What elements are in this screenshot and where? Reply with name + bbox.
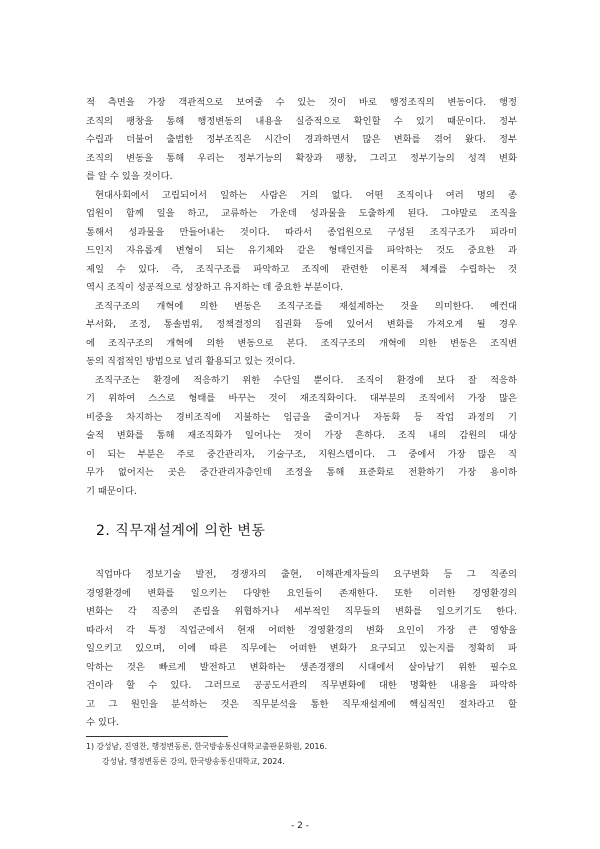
text-line: 업원이 함께 일을 하고, 교류하는 가운데 성과물을 도출하게 된다. 그야말로 조직을	[86, 208, 517, 219]
text-line: 기 때문이다.	[86, 485, 137, 497]
text-line: 건이라 할 수 있다. 그러므로 공공도서관의 직무변화에 대한 명확한 내용을 파악하	[86, 680, 517, 691]
body-text-block-1	[86, 94, 517, 501]
text-line: 드인지 자유롭게 변형이 되는 유기체와 같은 형태인지를 파악하는 것도 중요한 과	[86, 245, 517, 256]
text-line: 이 되는 부분은 주로 중간관리자, 기술구조, 지원스텝이다. 그 중에서 가장 많은 직	[86, 448, 517, 460]
text-line: 에 조직구조의 개혁에 의한 변동으로 본다. 조직구조의 개혁에 의한 변동은 조직변	[86, 337, 517, 349]
footnote-2: 강성남, 행정변동론 강의, 한국방송통신대학교, 2024.	[102, 757, 285, 766]
section-heading: 2. 직무재설계에 의한 변동	[96, 523, 266, 539]
text-line: 조직의 팽창을 통해 행정변동의 내용을 실증적으로 확인할 수 있기 때문이다. 정부	[86, 115, 517, 127]
text-line: 경영환경에 변화를 일으키는 다양한 요인들이 존재한다. 또한 이러한 경영환경의	[86, 587, 517, 599]
text-line: 따라서 각 특정 직업군에서 현재 어떠한 경영환경의 변화 요인이 가장 큰 영향을	[86, 624, 517, 636]
footnote-divider	[86, 736, 228, 737]
text-line: 직업마다 정보기술 발전, 경쟁자의 출현, 이해관계자들의 요구변화 등 그 직종의	[95, 569, 517, 580]
text-line: 조직구조는 환경에 적응하기 위한 수단일 뿐이다. 조직이 환경에 보다 잘 적응하	[95, 374, 517, 386]
page-number: - 2 -	[291, 821, 309, 831]
text-line: 적 측면을 가장 객관적으로 보여줄 수 있는 것이 바로 행정조직의 변동이다. 행정	[86, 97, 517, 108]
text-line: 고 그 원인을 분석하는 것은 직무분석을 통한 직무재설계에 핵심적인 절차라고 할	[86, 698, 517, 710]
text-line: 동의 직접적인 방법으로 널리 활용되고 있는 것이다.	[86, 356, 296, 367]
text-line: 부서화, 조정, 통솔범위, 정책결정의 집권화 등에 있어서 변화를 가져오게 될 경우	[86, 319, 517, 330]
body-text-block-2	[86, 566, 517, 733]
text-line: 무가 없어지는 곳은 중간관리자층인데 조정을 통해 표준화로 전환하기 가장 용이하	[86, 467, 517, 478]
text-line: 기 위하여 스스로 형태를 바꾸는 것이 재조직화이다. 대부분의 조직에서 가장 많은	[86, 393, 517, 404]
footnote-1: 1) 강성남, 진영찬, 행정변동론, 한국방송통신대학교출판문화원, 2016.	[86, 742, 327, 751]
text-line: 통해서 성과물을 만들어내는 것이다. 따라서 종업원으로 구성된 조직구조가 피라미	[86, 226, 517, 238]
text-line: 일으키고 있으며, 이에 따른 직무에는 어떠한 변화가 요구되고 있는지를 정확히 파	[86, 643, 517, 654]
text-line: 현대사회에서 고립되어서 일하는 사람은 거의 없다. 어떤 조직이나 여러 명의 종	[95, 189, 517, 201]
text-line: 술적 변화를 통해 재조직화가 일어나는 것이 가장 흔하다. 조직 내의 감원의 대상	[86, 430, 517, 441]
text-line: 조직의 변동을 통해 우리는 정부기능의 확장과 팽창, 그리고 정부기능의 성격 변화	[86, 152, 517, 164]
text-line: 변화는 각 직종의 존립을 위협하거나 세부적인 직무들의 변화를 일으키기도 한다.	[86, 606, 517, 617]
text-line: 조직구조의 개혁에 의한 변동은 조직구조를 재설계하는 것을 의미한다. 예컨대	[95, 300, 517, 312]
text-line: 악하는 것은 빠르게 발전하고 변화하는 생존경쟁의 시대에서 살아남기 위한 필수요	[86, 661, 517, 673]
text-line: 수 있다.	[86, 717, 119, 728]
text-line: 제일 수 있다. 즉, 조직구조를 파악하고 조직에 관련한 이론적 체계를 수립하는 것	[86, 263, 517, 275]
text-line: 역시 조직이 성공적으로 성장하고 유지하는 데 중요한 부분이다.	[86, 282, 344, 293]
text-line: 를 알 수 있을 것이다.	[86, 171, 173, 182]
text-line: 비중을 차지하는 경비조직에 지불하는 임금을 줄이거나 자동화 등 작업 과정의 기	[86, 411, 517, 423]
text-line: 수립과 더불어 출범한 정부조직은 시간이 경과하면서 많은 변화를 겪어 왔다. 정부	[86, 134, 517, 145]
